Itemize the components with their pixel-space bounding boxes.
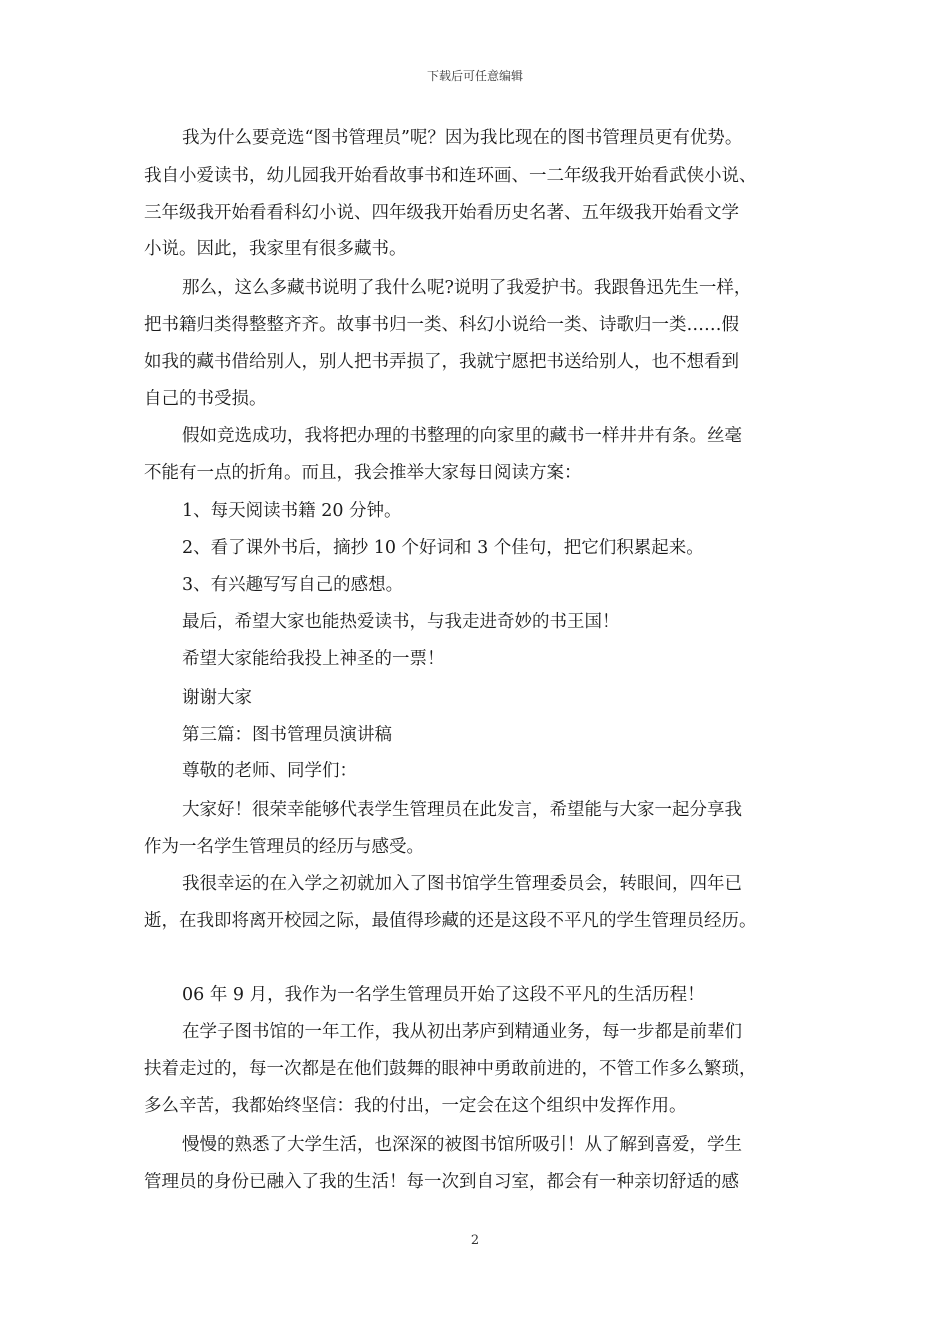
text-line: 三年级我开始看看科幻小说、四年级我开始看历史名著、五年级我开始看文学 [144, 203, 739, 223]
text-line: 06 年 9 月，我作为一名学生管理员开始了这段不平凡的生活历程！ [182, 985, 705, 1005]
text-line: 多么辛苦，我都始终坚信：我的付出，一定会在这个组织中发挥作用。 [144, 1096, 687, 1116]
text-line: 我为什么要竞选“图书管理员”呢？因为我比现在的图书管理员更有优势。 [182, 128, 743, 148]
text-line: 慢慢的熟悉了大学生活，也深深的被图书馆所吸引！从了解到喜爱，学生 [182, 1135, 742, 1155]
text-line: 不能有一点的折角。而且，我会推举大家每日阅读方案： [144, 463, 582, 483]
text-line: 尊敬的老师、同学们： [182, 761, 357, 781]
text-line: 在学子图书馆的一年工作，我从初出茅庐到精通业务，每一步都是前辈们 [182, 1022, 742, 1042]
text-line: 那么，这么多藏书说明了我什么呢?说明了我爱护书。我跟鲁迅先生一样， [182, 278, 752, 298]
text-line: 逝，在我即将离开校园之际，最值得珍藏的还是这段不平凡的学生管理员经历。 [144, 911, 757, 931]
text-line: 小说。因此，我家里有很多藏书。 [144, 239, 407, 259]
list-item: 3、有兴趣写写自己的感想。 [182, 575, 404, 595]
page-header: 下载后可任意编辑 [426, 69, 523, 83]
text-line: 我很幸运的在入学之初就加入了图书馆学生管理委员会，转眼间，四年已 [182, 874, 742, 894]
page-number: 2 [470, 1233, 480, 1248]
section-title: 第三篇：图书管理员演讲稿 [182, 725, 392, 745]
list-item: 2、看了课外书后，摘抄 10 个好词和 3 个佳句，把它们积累起来。 [182, 538, 704, 558]
text-line: 我自小爱读书，幼儿园我开始看故事书和连环画、一二年级我开始看武侠小说、 [144, 166, 757, 186]
text-line: 扶着走过的，每一次都是在他们鼓舞的眼神中勇敢前进的，不管工作多么繁琐， [144, 1059, 757, 1079]
text-line: 假如竞选成功，我将把办理的书整理的向家里的藏书一样井井有条。丝毫 [182, 426, 742, 446]
text-line: 管理员的身份已融入了我的生活！每一次到自习室，都会有一种亲切舒适的感 [144, 1172, 739, 1192]
text-line: 大家好！很荣幸能够代表学生管理员在此发言，希望能与大家一起分享我 [182, 800, 742, 820]
text-line: 作为一名学生管理员的经历与感受。 [144, 837, 424, 857]
list-item: 1、每天阅读书籍 20 分钟。 [182, 501, 402, 521]
text-line: 把书籍归类得整整齐齐。故事书归一类、科幻小说给一类、诗歌归一类……假 [144, 315, 739, 335]
text-line: 希望大家能给我投上神圣的一票！ [182, 649, 445, 669]
text-line: 自己的书受损。 [144, 389, 267, 409]
text-line: 最后，希望大家也能热爱读书，与我走进奇妙的书王国！ [182, 612, 620, 632]
text-line: 谢谢大家 [182, 688, 252, 708]
text-line: 如我的藏书借给别人，别人把书弄损了，我就宁愿把书送给别人，也不想看到 [144, 352, 739, 372]
